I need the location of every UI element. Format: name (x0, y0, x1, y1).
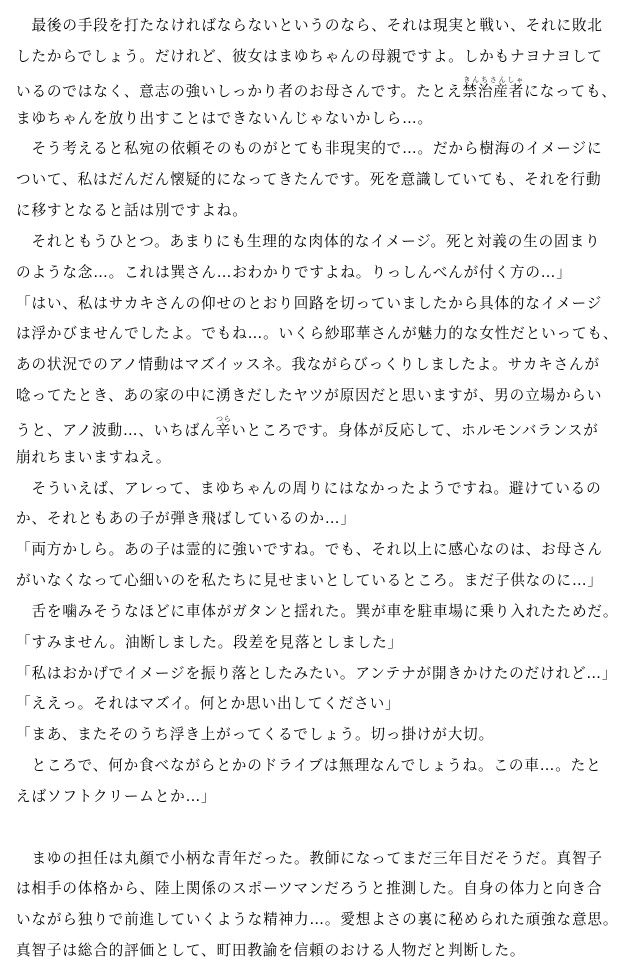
text-line: えばソフトクリームとか…」 (16, 787, 217, 805)
text-line: ところで、何か食べながらとかのドライブは無理なんでしょうね。この車…。たと (16, 757, 602, 774)
text-line: あの状況でのアノ情動はマズイッスネ。我ながらびっくりしましたよ。サカキさんが (16, 356, 600, 374)
text-line: したからでしょう。だけれど、彼女はまゆちゃんの母親ですよ。しかもナヨナヨして (16, 47, 603, 65)
blank-line (16, 816, 596, 840)
text-line: か、それともあの子が弾き飛ばしているのか…」 (16, 510, 356, 528)
furigana: 禁治産者きんちさんしゃ (462, 75, 525, 100)
text-line: それともうひとつ。あまりにも生理的な肉体的なイメージ。死と対義の生の固まり (16, 232, 601, 250)
text-line: 「はい、私はサカキさんの仰せのとおり回路を切っていましたから具体的なイメージ (16, 294, 603, 312)
text-line: 「両方かしら。あの子は霊的に強いですね。でも、それ以上に感心なのは、お母さん (16, 541, 603, 559)
text-line: 「ええっ。それはマズイ。何とか思い出してください」 (16, 695, 401, 713)
text-line: のような念…。これは巽さん…おわかりですよね。りっしんべんが付く方の…」 (16, 263, 572, 281)
text-line: 唸ってたとき、あの家の中に湧きだしたヤツが原因だと思いますが、男の立場からい (16, 387, 603, 404)
text-line: 崩れちまいますねえ。 (16, 448, 172, 466)
text-line: 最後の手段を打たなければならないというのなら、それは現実と戦い、それに敗北 (16, 17, 603, 34)
text-line: に移すとなると話は別ですよね。 (16, 202, 248, 219)
text-line: まゆちゃんを放り出すことはできないんじゃないかしら…。 (16, 109, 433, 127)
text-line: うと、アノ波動…、いちばん辛つらいところです。身体が反応して、ホルモンバランスが (16, 414, 599, 439)
text-line: は相手の体格から、陸上関係のスポーツマンだろうと推測した。自身の体力と向き合 (16, 880, 603, 898)
text-line: 「私はおかげでイメージを振り落としたみたい。アンテナが開きかけたのだけれど…」 (16, 664, 618, 682)
text-line: は浮かびませんでしたよ。でもね…。いくら紗耶華さんが魅力的な女性だといっても、 (16, 325, 618, 343)
text-line: いるのではなく、意志の強いしっかり者のお母さんです。たとえ禁治産者きんちさんしゃになっても、 (16, 75, 617, 100)
text-line: 舌を噛みそうなほどに車体がガタンと揺れた。巽が車を駐車場に乗り入れたためだ。 (16, 602, 618, 620)
text-line: いながら独りで前進していくような精神力…。愛想よさの裏に秘められた頑強な意思。 (16, 911, 618, 929)
text-line: まゆの担任は丸顔で小柄な青年だった。教師になってまだ三年目だそうだ。真智子 (16, 849, 603, 867)
text-line: 真智子は総合的評価として、町田教諭を信頼のおける人物だと判断した。 (16, 942, 526, 959)
text-line: 「すみません。油断しました。段差を見落としました」 (16, 633, 403, 651)
text-line: そういえば、アレって、まゆちゃんの周りにはなかったようですね。避けているの (16, 479, 602, 497)
furigana: 辛つら (215, 414, 232, 439)
text-line: 「まあ、またそのうち浮き上がってくるでしょう。切っ掛けが大切。 (16, 726, 495, 744)
text-line: そう考えると私宛の依頼そのものがとても非現実的で…。だから樹海のイメージに (16, 140, 603, 158)
text-line: ついて、私はだんだん懐疑的になってきたんです。死を意識していても、それを行動 (16, 171, 602, 189)
text-line: がいなくなって心細いのを私たちに見せまいとしているところ。まだ子供なのに…」 (16, 572, 603, 589)
